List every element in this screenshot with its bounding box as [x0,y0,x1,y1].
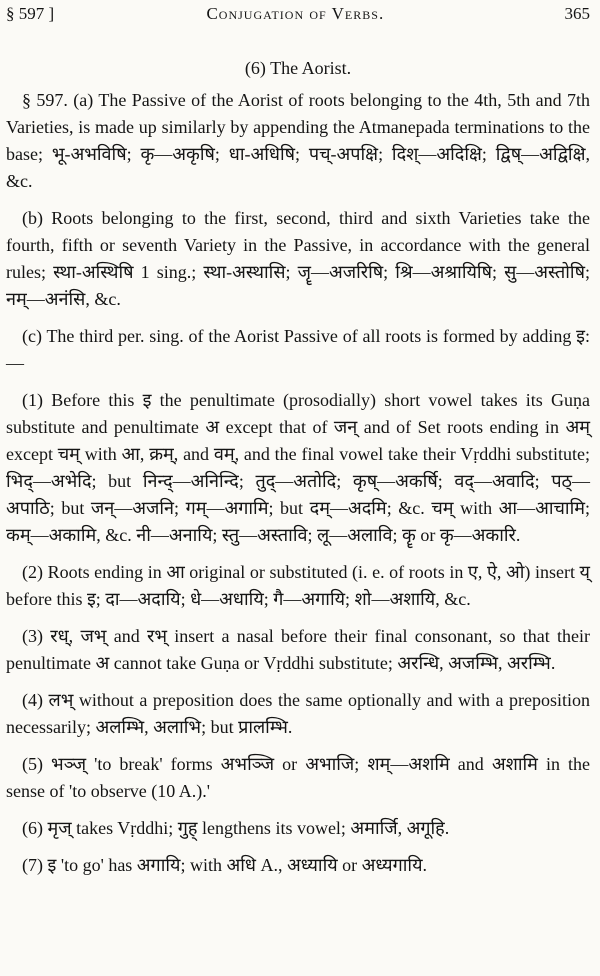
paragraph-597c: (c) The third per. sing. of the Aorist Passive of all roots is formed by adding इ:— [6,326,590,373]
rule-2: (2) Roots ending in आ original or substituted (i. e. of roots in ए, ऐ, ओ) insert य् before this इ; दा—अदायि; धे—अधायि; गै—अगायि; शो—अशायि, &c. [6,562,590,609]
section-heading: (6) The Aorist. [244,58,352,78]
section-reference: § 597 ] [6,4,55,23]
running-title: Conjugation of Verbs. [206,4,385,23]
rule-4: (4) लभ् without a preposition does the same optionally and with a preposition necessarily; अलम्भि, अलाभि; but प्रालम्भि. [6,690,590,737]
rule-5: (5) भञ्ज् 'to break' forms अभञ्जि or अभाजि; शम्—अशमि and अशामि in the sense of 'to observe (10 A.).' [6,754,590,801]
paragraph-597b: (b) Roots belonging to the first, second, third and sixth Varieties take the fourth, fifth or seventh Variety in the Passive, in accordance with the general rules; स्था-अस्थिषि 1 sing.; स्था-अस्थासि; जॄ—अजरिषि; श्रि—अश्रायिषि; सु—अस्तोषि; नम्—अनंसि, &c. [6,208,590,309]
running-header [6,0,590,36]
rule-7: (7) इ 'to go' has अगायि; with अधि A., अध्यायि or अध्यगायि. [22,855,428,875]
rule-3: (3) रध्, जभ् and रभ् insert a nasal before their final consonant, so that their penultimate अ cannot take Guṇa or Vṛddhi substitute; अरन्धि, अजम्भि, अरम्भि. [6,626,590,673]
page-number: 365 [564,4,590,23]
paragraph-597a: § 597. (a) The Passive of the Aorist of roots belonging to the 4th, 5th and 7th Varieties, is made up similarly by appending the Atmanepada terminations to the base; भू-अभविषि; कृ—अकृषि; धा-अधिषि; पच्-अपक्षि; दिश्—अदिक्षि; द्विष्—अद्विक्षि, &c. [6,90,590,191]
rule-1: (1) Before this इ the penultimate (prosodially) short vowel takes its Guṇa substitute and penultimate अ except that of जन् and of Set roots ending in अम् except चम् with आ, क्रम्, and वम्, and the final vowel take their Vṛddhi substitute; भिद्—अभेदि; but निन्द्—अनिन्दि; तुद्—अतोदि; कृष्—अकर्षि; वद्—अवादि; पठ्—अपाठि; but जन्—अजनि; गम्—अगामि; but दम्—अदमि; &c. चम् with आ—आचामि; कम्—अकामि, &c. नी—अनायि; स्तु—अस्तावि; लू—अलावि; कॄ or कृ—अकारि. [6,390,590,545]
rule-6: (6) मृज् takes Vṛddhi; गुह् lengthens its vowel; अमार्जि, अगूहि. [22,818,450,838]
